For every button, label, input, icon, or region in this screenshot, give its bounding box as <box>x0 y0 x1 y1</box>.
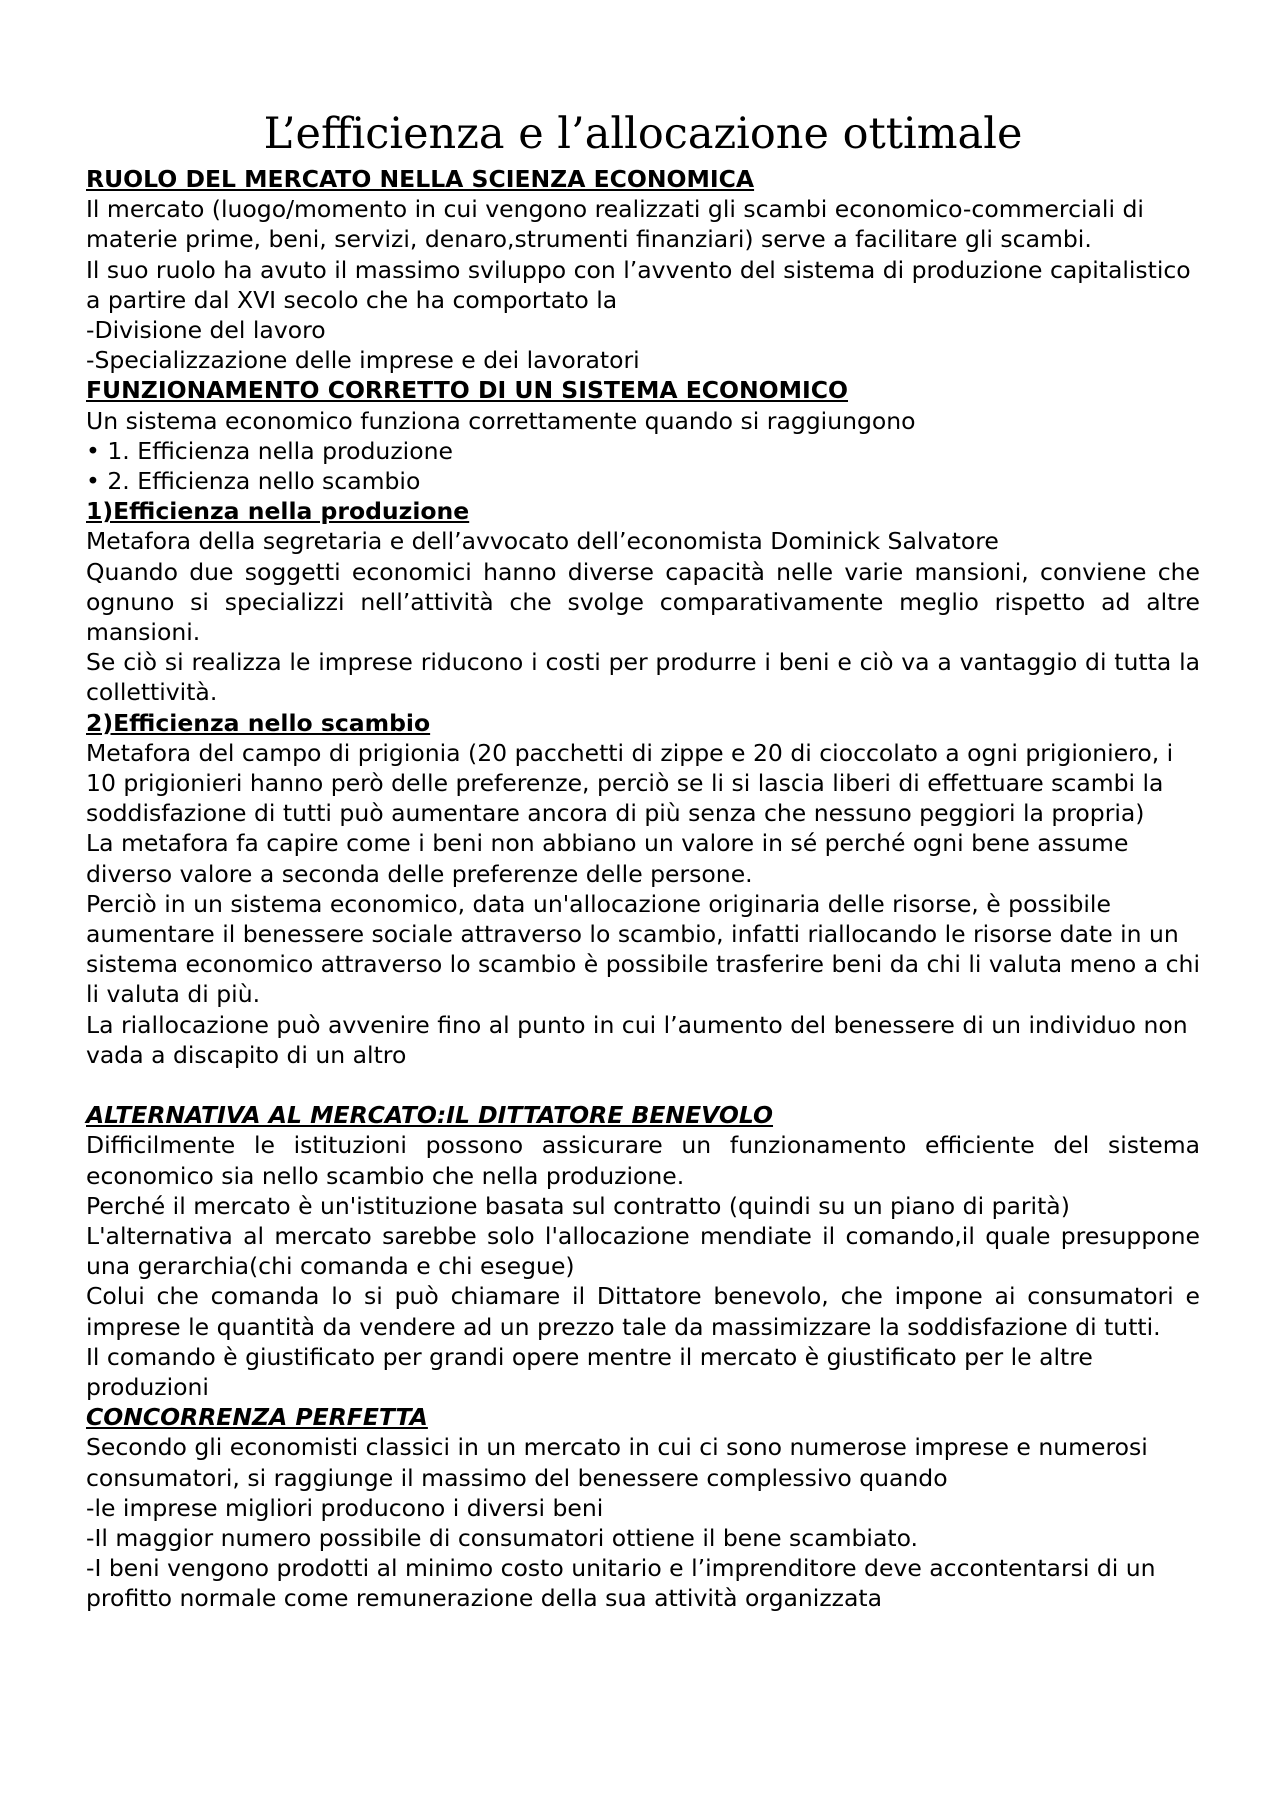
paragraph: Perciò in un sistema economico, data un'allocazione originaria delle risorse, è possibile aumentare il benessere sociale attraverso lo scambio, infatti riallocando le risorse date in un sistema economico attraverso lo scambio è possibile trasferire beni da chi li valuta meno a chi li valuta di più. <box>86 889 1200 1009</box>
page-title: L’efficienza e l’allocazione ottimale <box>263 109 1023 159</box>
paragraph: La metafora fa capire come i beni non abbiano un valore in sé perché ogni bene assume diverso valore a seconda delle preferenze delle persone. <box>86 829 1129 888</box>
section-heading-concorrenza-perfetta: CONCORRENZA PERFETTA <box>86 1403 428 1432</box>
paragraph: Il suo ruolo ha avuto il massimo sviluppo con l’avvento del sistema di produzione capitalistico a partire dal XVI secolo che ha comportato la <box>86 255 1191 314</box>
paragraph: L'alternativa al mercato sarebbe solo l'allocazione mendiate il comando,il quale presuppone una gerarchia(chi comanda e chi esegue) <box>86 1221 1200 1281</box>
section-heading-efficienza-scambio: 2)Efficienza nello scambio <box>86 708 431 737</box>
list-item: -Il maggior numero possibile di consumatori ottiene il bene scambiato. <box>86 1523 919 1552</box>
paragraph: Secondo gli economisti classici in un mercato in cui ci sono numerose imprese e numerosi consumatori, si raggiunge il massimo del benessere complessivo quando <box>86 1433 1148 1492</box>
spacer <box>86 1070 1200 1100</box>
list-item: -Specializzazione delle imprese e dei lavoratori <box>86 346 640 375</box>
document-page <box>86 108 1200 1614</box>
section-heading-dittatore-benevolo: ALTERNATIVA AL MERCATO:IL DITTATORE BENEVOLO <box>86 1101 774 1130</box>
list-item: -Divisione del lavoro <box>86 316 326 345</box>
paragraph: Il mercato (luogo/momento in cui vengono realizzati gli scambi economico-commerciali di materie prime, beni, servizi, denaro,strumenti finanziari) serve a facilitare gli scambi. <box>86 195 1144 254</box>
section-heading-efficienza-produzione: 1)Efficienza nella produzione <box>86 497 470 526</box>
paragraph: La riallocazione può avvenire fino al punto in cui l’aumento del benessere di un individuo non vada a discapito di un altro <box>86 1010 1188 1069</box>
paragraph: Un sistema economico funziona correttamente quando si raggiungono <box>86 406 916 435</box>
bullet-item: • 2. Efficienza nello scambio <box>86 467 421 496</box>
paragraph: Il comando è giustificato per grandi opere mentre il mercato è giustificato per le altre produzioni <box>86 1342 1093 1401</box>
list-item: -le imprese migliori producono i diversi beni <box>86 1493 604 1522</box>
bullet-item: • 1. Efficienza nella produzione <box>86 436 453 465</box>
paragraph: Metafora del campo di prigionia (20 pacchetti di zippe e 20 di cioccolato a ogni prigioniero, i 10 prigionieri hanno però delle preferenze, perciò se li si lascia liberi di effettuare scambi la soddisfazione di tutti può aumentare ancora di più senza che nessuno peggiori la propria) <box>86 738 1174 828</box>
section-heading-funzionamento: FUNZIONAMENTO CORRETTO DI UN SISTEMA ECONOMICO <box>86 376 849 405</box>
paragraph: Se ciò si realizza le imprese riducono i costi per produrre i beni e ciò va a vantaggio di tutta la collettività. <box>86 648 1200 707</box>
section-heading-ruolo-mercato: RUOLO DEL MERCATO NELLA SCIENZA ECONOMICA <box>86 165 755 193</box>
paragraph: Metafora della segretaria e dell’avvocato dell’economista Dominick Salvatore <box>86 527 999 556</box>
list-item: -I beni vengono prodotti al minimo costo unitario e l’imprenditore deve accontentarsi di un profitto normale come remunerazione della sua attività organizzata <box>86 1554 1156 1613</box>
paragraph: Perché il mercato è un'istituzione basata sul contratto (quindi su un piano di parità) <box>86 1191 1070 1220</box>
paragraph: Difficilmente le istituzioni possono assicurare un funzionamento efficiente del sistema economico sia nello scambio che nella produzione. <box>86 1131 1200 1190</box>
paragraph: Colui che comanda lo si può chiamare il Dittatore benevolo, che impone ai consumatori e imprese le quantità da vendere ad un prezzo tale da massimizzare la soddisfazione di tutti. <box>86 1282 1200 1341</box>
paragraph: Quando due soggetti economici hanno diverse capacità nelle varie mansioni, conviene che ognuno si specializzi nell’attività che svolge comparativamente meglio rispetto ad altre mansioni. <box>86 557 1200 647</box>
